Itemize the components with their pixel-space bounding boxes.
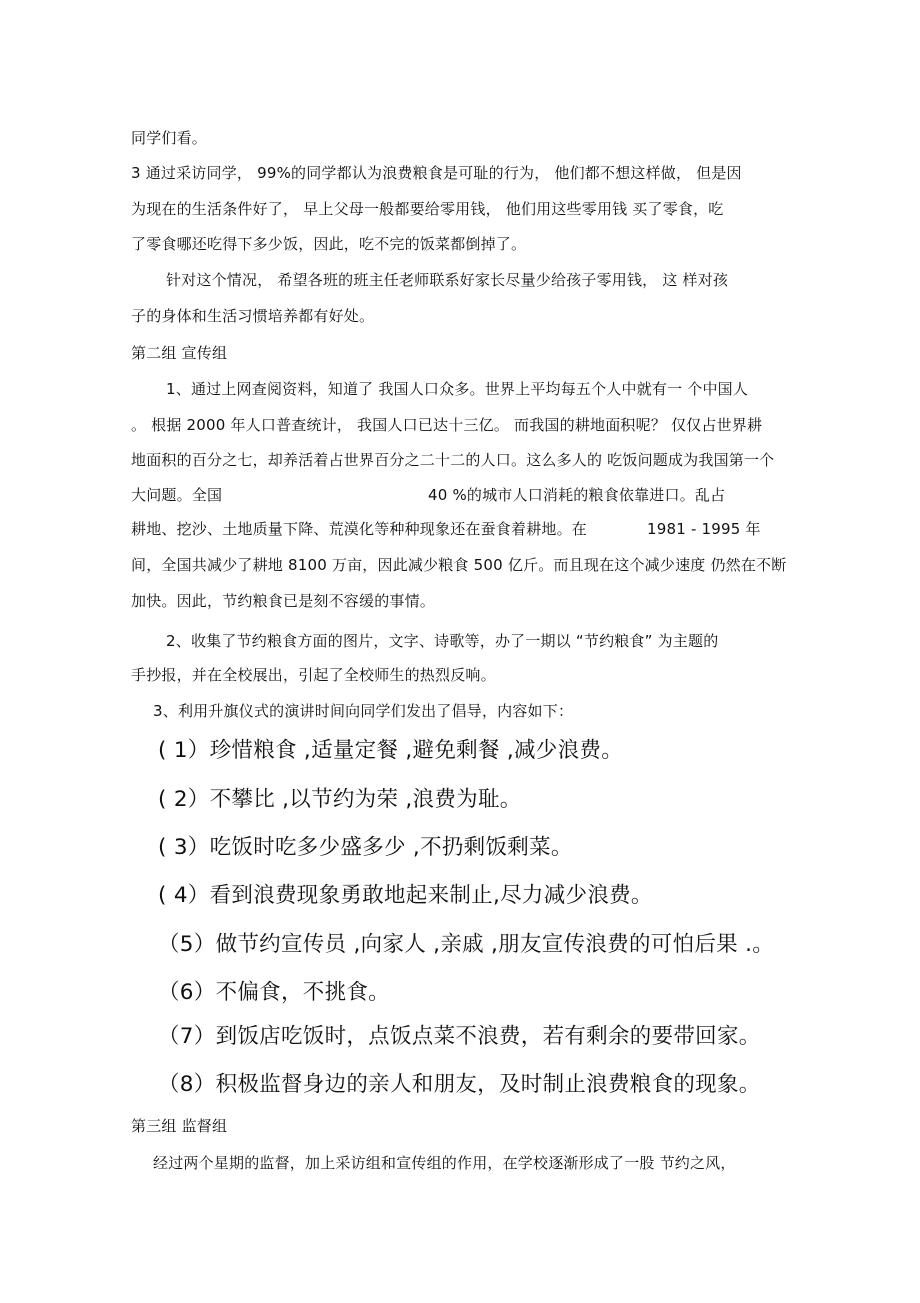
paragraph-3-line: 为现在的生活条件好了， 早上父母一般都要给零用钱， 他们用这些零用钱 买了零食，吃 xyxy=(131,200,724,218)
paragraph-3-line: 3 通过采访同学， 99%的同学都认为浪费粮食是可耻的行为， 他们都不想这样做， 但是因 xyxy=(131,164,742,182)
group-2-item-2-line: 手抄报，并在全校展出，引起了全校师生的热烈反响。 xyxy=(131,666,496,684)
proposal-item: ( 2）不攀比 ,以节约为荣 ,浪费为耻。 xyxy=(158,787,522,812)
advice-line: 针对这个情况， 希望各班的班主任老师联系好家长尽量少给孩子零用钱， 这 样对孩 xyxy=(166,271,729,289)
group-2-item-1-line: 间，全国共减少了耕地 8100 万亩，因此减少粮食 500 亿斤。而且现在这个减少速度 仍然在不断 xyxy=(131,556,787,574)
proposal-item: （5）做节约宣传员 ,向家人 ,亲戚 ,朋友宣传浪费的可怕后果 .。 xyxy=(158,932,775,957)
group-2-item-1-line: 。 根据 2000 年人口普查统计， 我国人口已达十三亿。 而我国的耕地面积呢？ 仅仅占世界耕 xyxy=(131,416,763,434)
group-2-item-1-line: 地面积的百分之七，却养活着占世界百分之二十二的人口。这么多人的 吃饭问题成为我国第一个 xyxy=(131,451,775,469)
group-2-item-1-line: 加快。因此，节约粮食已是刻不容缓的事情。 xyxy=(131,592,436,610)
proposal-item: （7）到饭店吃饭时，点饭点菜不浪费，若有剩余的要带回家。 xyxy=(158,1024,761,1049)
proposal-item: ( 4）看到浪费现象勇敢地起来制止,尽力减少浪费。 xyxy=(158,883,653,908)
group-2-item-1-line-start: 大问题。全国 xyxy=(131,486,223,504)
proposal-item: ( 3）吃饭时吃多少盛多少 ,不扔剩饭剩菜。 xyxy=(158,835,573,860)
group-2-item-1-line-start: 耕地、挖沙、土地质量下降、荒漠化等种种现象还在蚕食着耕地。在 xyxy=(131,520,588,538)
intro-line: 同学们看。 xyxy=(131,129,208,147)
proposal-item: （8）积极监督身边的亲人和朋友，及时制止浪费粮食的现象。 xyxy=(158,1072,761,1097)
group-2-item-1-line-end: 1981 - 1995 年 xyxy=(647,520,761,538)
group-2-item-1-line: 1、通过上网查阅资料，知道了 我国人口众多。世界上平均每五个人中就有一 个中国人 xyxy=(166,380,749,398)
group-3-heading: 第三组 监督组 xyxy=(131,1117,228,1135)
group-2-item-1-line-end: 40 %的城市人口消耗的粮食依靠进口。乱占 xyxy=(428,486,726,504)
advice-line: 子的身体和生活习惯培养都有好处。 xyxy=(131,307,375,325)
paragraph-3-line: 了零食哪还吃得下多少饭，因此，吃不完的饭菜都倒掉了。 xyxy=(131,235,527,253)
group-2-item-3-line: 3、利用升旗仪式的演讲时间向同学们发出了倡导，内容如下： xyxy=(153,702,574,720)
group-2-item-2-line: 2、收集了节约粮食方面的图片，文字、诗歌等，办了一期以 “节约粮食” 为主题的 xyxy=(166,632,719,650)
group-2-heading: 第二组 宣传组 xyxy=(131,344,228,362)
proposal-item: ( 1）珍惜粮食 ,适量定餐 ,避免剩餐 ,减少浪费。 xyxy=(158,738,624,763)
proposal-item: （6）不偏食，不挑食。 xyxy=(158,980,390,1005)
group-3-line: 经过两个星期的监督，加上采访组和宣传组的作用，在学校逐渐形成了一股 节约之风， xyxy=(153,1154,736,1172)
